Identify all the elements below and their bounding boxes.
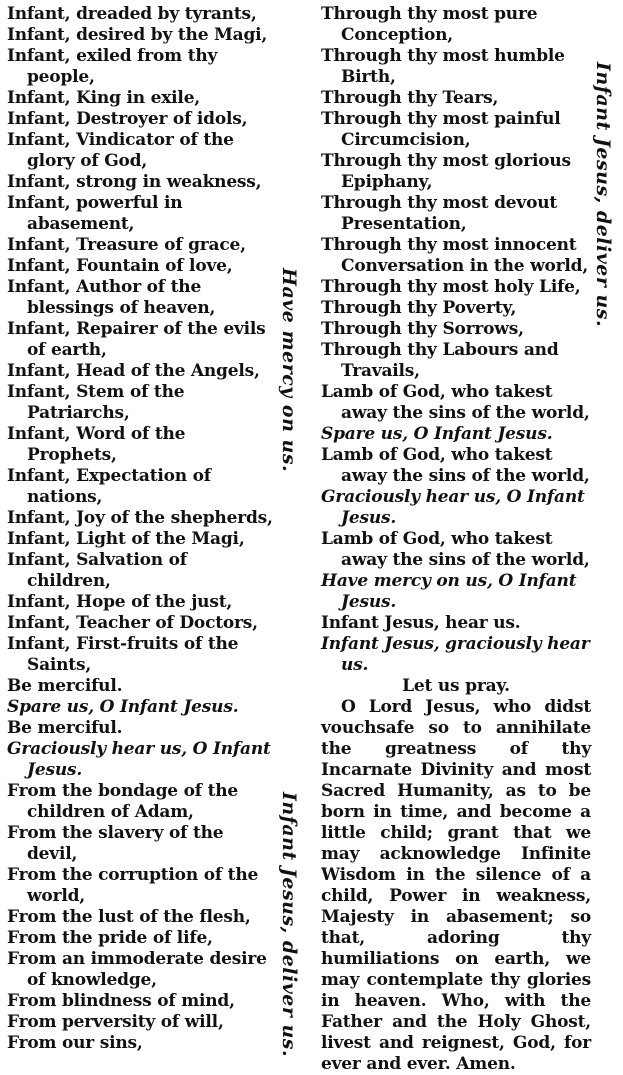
invocation: Infant, Destroyer of idols,	[7, 109, 248, 129]
invocation: Infant, exiled from thy people,	[7, 46, 218, 87]
right-column	[321, 4, 591, 1075]
through-line: Through thy most pure Conception,	[321, 4, 538, 45]
invocation: Infant, Stem of the Patriarchs,	[7, 382, 185, 423]
hear-us-line: Infant Jesus, hear us.	[321, 613, 521, 633]
invocation: Infant, desired by the Magi,	[7, 25, 268, 45]
let-us-pray-heading: Let us pray.	[402, 676, 510, 696]
through-line: Through thy Labours and Travails,	[321, 340, 559, 381]
invocation: Infant, Fountain of love,	[7, 256, 233, 276]
invocation: Infant, Teacher of Doctors,	[7, 613, 258, 633]
invocation: Infant, Light of the Magi,	[7, 529, 245, 549]
invocation: Infant, strong in weakness,	[7, 172, 262, 192]
deliverance: From the lust of the flesh,	[7, 907, 251, 927]
refrain-have-mercy: Have mercy on us.	[278, 268, 300, 473]
invocation: Infant, dreaded by tyrants,	[7, 4, 257, 24]
through-line: Through thy Poverty,	[321, 298, 517, 318]
deliverance: From the bondage of the children of Adam,	[7, 781, 239, 822]
closing-prayer: O Lord Jesus, who didst vouchsafe so to annihilate the greatness of thy Incarnate Divinity and most Sacred Humanity, as to be born in time, and become a little child; grant that we may acknowledge Infinite Wisdom in the silence of a child, Power in weakness, Majesty in abasement; so that, adoring thy humiliations on earth, we may contemplate thy glories in heaven. Who, with the Father and the Holy Ghost, livest and reignest, God, for ever and ever. Amen.	[321, 697, 591, 1074]
deliverance: From the pride of life,	[7, 928, 213, 948]
through-line: Through thy most humble Birth,	[321, 46, 565, 87]
be-merciful-line: Be merciful.	[7, 676, 123, 696]
left-column	[7, 4, 275, 1054]
invocation: Infant, Salvation of children,	[7, 550, 187, 591]
invocation: Infant, First-fruits of the Saints,	[7, 634, 239, 675]
spare-us-response: Spare us, O Infant Jesus.	[7, 697, 239, 717]
graciously-hear-response: Graciously hear us, O Infant Jesus.	[321, 487, 585, 528]
invocation: Infant, Word of the Prophets,	[7, 424, 186, 465]
graciously-hear-response: Graciously hear us, O Infant Jesus.	[7, 739, 271, 780]
have-mercy-response: Have mercy on us, O Infant Jesus.	[321, 571, 577, 612]
graciously-hear-response: Infant Jesus, graciously hear us.	[321, 634, 590, 675]
through-line: Through thy Sorrows,	[321, 319, 524, 339]
invocation: Infant, Head of the Angels,	[7, 361, 260, 381]
deliverance: From blindness of mind,	[7, 991, 235, 1011]
deliverance: From the corruption of the world,	[7, 865, 259, 906]
invocation: Infant, Joy of the shepherds,	[7, 508, 273, 528]
invocation: Infant, Expectation of nations,	[7, 466, 211, 507]
lamb-of-god-line: Lamb of God, who takest away the sins of the world,	[321, 445, 590, 486]
spare-us-response: Spare us, O Infant Jesus.	[321, 424, 553, 444]
through-line: Through thy most devout Presentation,	[321, 193, 558, 234]
invocation: Infant, Hope of the just,	[7, 592, 233, 612]
through-line: Through thy most holy Life,	[321, 277, 581, 297]
through-line: Through thy most glorious Epiphany,	[321, 151, 571, 192]
lamb-of-god-line: Lamb of God, who takest away the sins of the world,	[321, 382, 590, 423]
invocation: Infant, King in exile,	[7, 88, 201, 108]
invocation: Infant, Author of the blessings of heaven,	[7, 277, 216, 318]
through-line: Through thy most innocent Conversation in the world,	[321, 235, 589, 276]
lamb-of-god-line: Lamb of God, who takest away the sins of the world,	[321, 529, 590, 570]
deliverance: From our sins,	[7, 1033, 143, 1053]
invocation: Infant, Repairer of the evils of earth,	[7, 319, 266, 360]
through-line: Through thy Tears,	[321, 88, 499, 108]
deliverance: From the slavery of the devil,	[7, 823, 224, 864]
be-merciful-line: Be merciful.	[7, 718, 123, 738]
refrain-deliver-us-upper: Infant Jesus, deliver us.	[592, 62, 614, 328]
invocation: Infant, Treasure of grace,	[7, 235, 246, 255]
deliverance: From an immoderate desire of knowledge,	[7, 949, 267, 990]
refrain-deliver-us-lower: Infant Jesus, deliver us.	[278, 792, 300, 1058]
invocation: Infant, powerful in abasement,	[7, 193, 183, 234]
deliverance: From perversity of will,	[7, 1012, 224, 1032]
invocation: Infant, Vindicator of the glory of God,	[7, 130, 234, 171]
through-line: Through thy most painful Circumcision,	[321, 109, 561, 150]
